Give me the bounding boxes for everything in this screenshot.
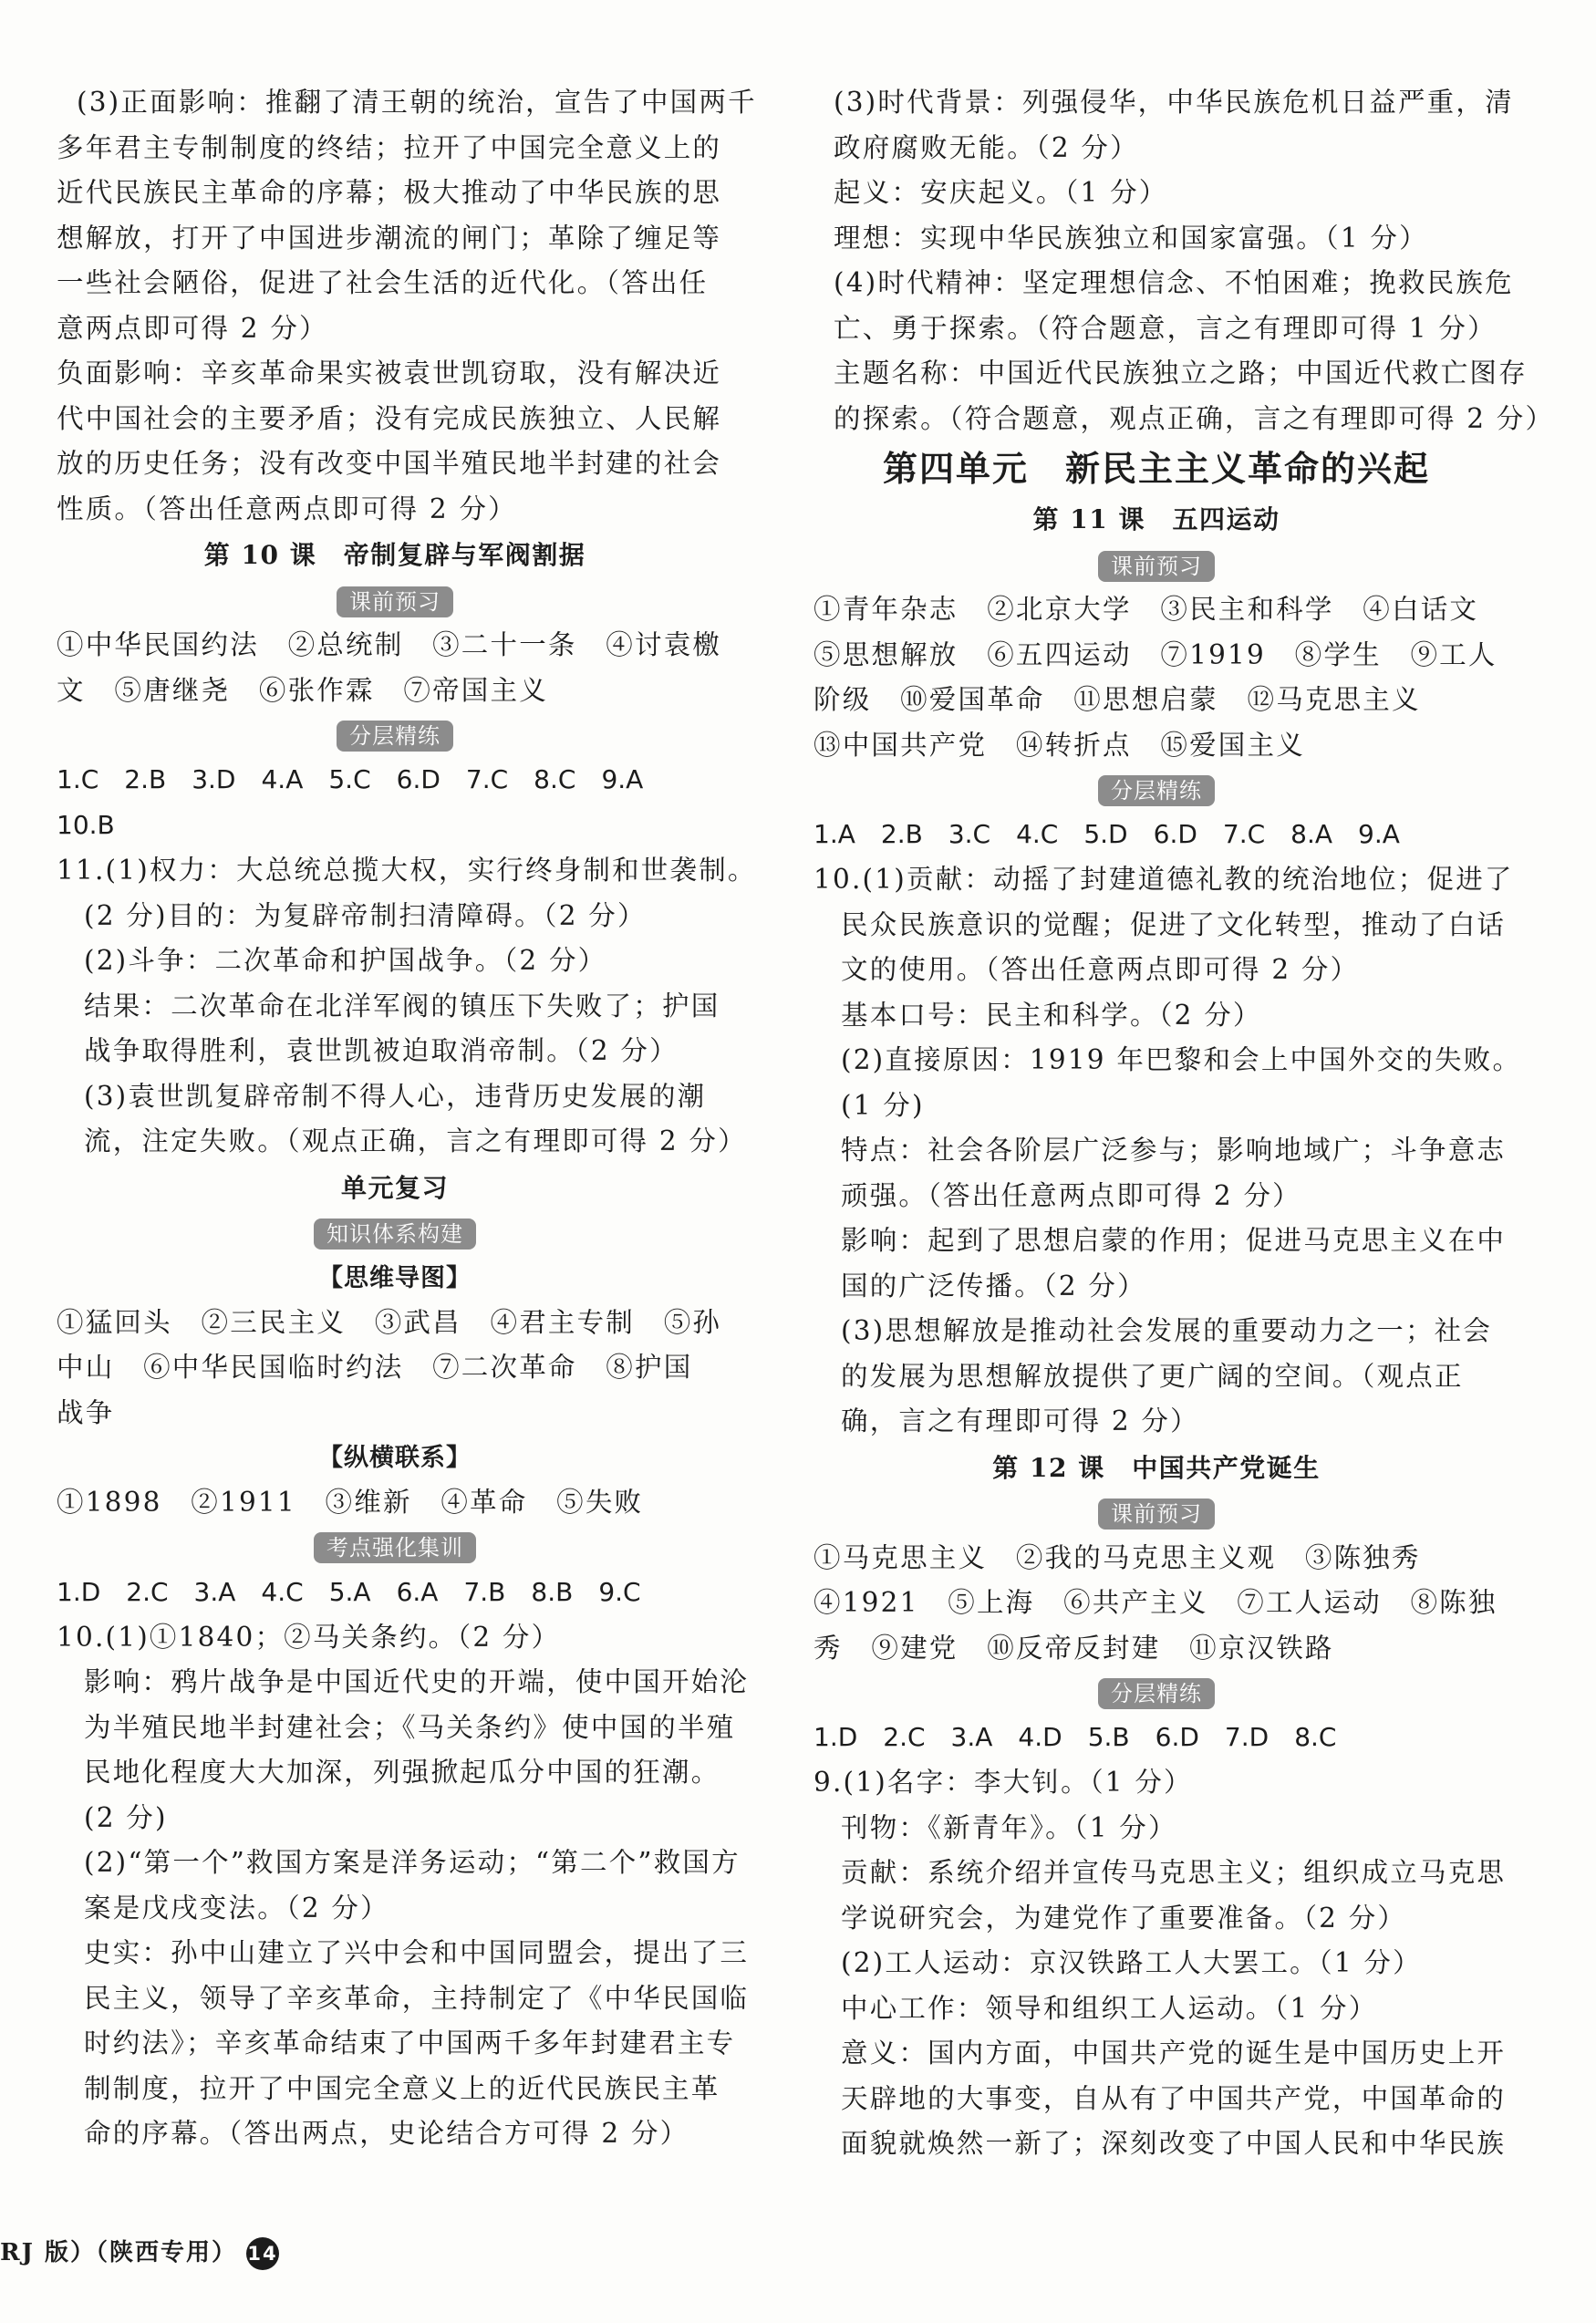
text-line: 11.(1)权力：大总统总揽大权，实行终身制和世袭制。 (57, 855, 757, 886)
text-line: ⑬中国共产党 ⑭转折点 ⑮爱国主义 (814, 729, 1305, 761)
mc-answer: 8.C (1294, 1722, 1337, 1752)
mc-answer: 7.B (463, 1576, 506, 1607)
text-line: 时约法》；辛亥革命结束了中国两千多年封建君主专 (84, 2027, 736, 2059)
text-line: (3)思想解放是推动社会发展的重要动力之一；社会 (841, 1315, 1493, 1346)
text-line: 影响：鸦片战争是中国近代史的开端，使中国开始沦 (84, 1666, 750, 1697)
mc-answers-lesson12 (814, 1715, 1499, 1760)
question-10-lesson11 (814, 857, 1522, 1445)
mc-answer: 4.C (1016, 819, 1059, 849)
mc-answer: 3.A (950, 1722, 993, 1752)
text-line: (2)直接原因：1919 年巴黎和会上中国外交的失败。 (841, 1044, 1522, 1075)
lesson-11-title: 第 11 课 五四运动 (1032, 504, 1280, 534)
section-tag-preview: 课前预习 (337, 586, 453, 617)
text-line: 为半殖民地半封建社会；《马关条约》使中国的半殖 (84, 1711, 736, 1743)
mc-answers-lesson11 (814, 812, 1499, 857)
mc-answer: 5.C (328, 764, 371, 794)
text-line: 9.(1)名字：李大钊。（1 分） (814, 1767, 1193, 1798)
text-line: (1 分) (841, 1089, 925, 1121)
mc-answer: 2.C (883, 1722, 926, 1752)
mc-answer: 5.D (1083, 819, 1128, 849)
text-line: 多年君主专制制度的终结；拉开了中国完全意义上的 (57, 131, 722, 163)
mc-answers-lesson10 (57, 757, 733, 803)
mc-answer: 1.C (57, 764, 99, 794)
text-line: ①1898 ②1911 ③维新 ④革命 ⑤失败 (57, 1487, 644, 1518)
text-line: 秀 ⑨建党 ⑩反帝反封建 ⑪京汉铁路 (814, 1632, 1334, 1664)
text-line: 文的使用。（答出任意两点即可得 2 分） (841, 954, 1360, 985)
text-line: (2 分)目的：为复辟帝制扫清障碍。（2 分） (84, 899, 647, 931)
text-line: 贡献：系统介绍并宣传马克思主义；组织成立马克思 (841, 1857, 1507, 1888)
text-line: 基本口号：民主和科学。（2 分） (841, 999, 1262, 1031)
text-line: 起义：安庆起义。（1 分） (834, 177, 1168, 208)
text-line: 主题名称：中国近代民族独立之路；中国近代救亡图存 (834, 358, 1528, 389)
text-line: 10.(1)①1840；②马关条约。（2 分） (57, 1621, 561, 1653)
unit-4-title: 第四单元 新民主主义革命的兴起 (882, 448, 1430, 489)
mc-answer: 7.C (465, 764, 509, 794)
text-line: 10.(1)贡献：动摇了封建道德礼教的统治地位；促进了 (814, 864, 1514, 895)
text-line: 战争取得胜利，袁世凯被迫取消帝制。（2 分） (84, 1035, 679, 1066)
left-p1 (57, 80, 757, 532)
question-11 (57, 848, 757, 1165)
right-column (814, 80, 1555, 2167)
text-line: ①猛回头 ②三民主义 ③武昌 ④君主专制 ⑤孙 (57, 1306, 722, 1338)
text-line: 近代民族民主革命的序幕；极大推动了中华民族的思 (57, 177, 722, 208)
text-line: 的探索。（符合题意，观点正确，言之有理即可得 2 分） (834, 402, 1555, 434)
mc-answer: 6.D (396, 764, 440, 794)
text-line: 理想：实现中华民族独立和国家富强。（1 分） (834, 222, 1428, 254)
mc-answer: 7.C (1222, 819, 1266, 849)
mc-answer: 2.C (126, 1576, 169, 1607)
text-line: 史实：孙中山建立了兴中会和中国同盟会，提出了三 (84, 1937, 750, 1968)
text-line: 想解放，打开了中国进步潮流的闸门；革除了缠足等 (57, 222, 722, 254)
left-column (57, 80, 757, 2157)
mc-answer: 4.C (261, 1576, 304, 1607)
mc-answer: 6.D (1153, 819, 1197, 849)
text-line: ④1921 ⑤上海 ⑥共产主义 ⑦工人运动 ⑧陈独 (814, 1587, 1498, 1618)
text-line: 政府腐败无能。（2 分） (834, 131, 1139, 163)
text-line: 顽强。（答出任意两点即可得 2 分） (841, 1179, 1301, 1211)
lesson-12-title: 第 12 课 中国共产党诞生 (992, 1452, 1321, 1483)
mc-answer: 7.D (1224, 1722, 1270, 1752)
text-line: (3)袁世凯复辟帝制不得人心，违背历史发展的潮 (84, 1080, 707, 1112)
mc-answer: 9.A (1358, 819, 1400, 849)
mc-answer: 9.A (601, 764, 644, 794)
text-line: 刊物：《新青年》。（1 分） (841, 1811, 1177, 1843)
page-footer (0, 2233, 279, 2273)
text-line: (4)时代精神：坚定理想信念、不怕困难；挽救民族危 (834, 267, 1514, 298)
section-tag-knowledge: 知识体系构建 (314, 1219, 476, 1250)
mc-answer: 8.A (1290, 819, 1333, 849)
text-line: 中心工作：领导和组织工人运动。（1 分） (841, 1992, 1378, 2024)
edition-label: RJ 版）（陕西专用） (0, 2239, 237, 2266)
text-line: 性质。（答出任意两点即可得 2 分） (57, 493, 517, 524)
mindmap-heading: 【思维导图】 (318, 1263, 472, 1292)
text-line: 面貌就焕然一新了；深刻改变了中国人民和中华民族 (841, 2128, 1507, 2159)
mc-answer: 4.A (261, 764, 304, 794)
text-line: 代中国社会的主要矛盾；没有完成民族独立、人民解 (57, 402, 722, 434)
text-line: 负面影响：辛亥革命果实被袁世凯窃取，没有解决近 (57, 358, 722, 389)
section-tag-preview: 课前预习 (1098, 551, 1215, 582)
text-line: (2)“第一个”救国方案是洋务运动；“第二个”救国方 (84, 1847, 741, 1878)
text-line: ⑤思想解放 ⑥五四运动 ⑦1919 ⑧学生 ⑨工人 (814, 638, 1498, 670)
text-line: 意义：国内方面，中国共产党的诞生是中国历史上开 (841, 2038, 1507, 2069)
text-line: 结果：二次革命在北洋军阀的镇压下失败了；护国 (84, 990, 720, 1021)
text-line: 特点：社会各阶层广泛参与；影响地域广；斗争意志 (841, 1135, 1507, 1166)
text-line: (3)正面影响：推翻了清王朝的统治，宣告了中国两千 (77, 87, 757, 118)
section-tag-preview: 课前预习 (1098, 1499, 1215, 1530)
section-tag-practice: 分层精练 (1098, 775, 1215, 806)
text-line: 民地化程度大大加深，列强掀起瓜分中国的狂潮。 (84, 1757, 720, 1788)
section-tag-practice: 分层精练 (337, 721, 453, 752)
text-line: 亡、勇于探索。（符合题意，言之有理即可得 1 分） (834, 312, 1497, 344)
text-line: 确，言之有理即可得 2 分） (841, 1405, 1199, 1436)
text-line: (3)时代背景：列强侵华，中华民族危机日益严重，清 (834, 87, 1514, 118)
mc-answer: 6.A (396, 1576, 439, 1607)
text-line: ①青年杂志 ②北京大学 ③民主和科学 ④白话文 (814, 594, 1479, 625)
mc-answer: 1.A (814, 819, 855, 849)
mc-answer: 4.D (1018, 1722, 1062, 1752)
text-line: 文 ⑤唐继尧 ⑥张作霖 ⑦帝国主义 (57, 674, 548, 706)
text-line: 放的历史任务；没有改变中国半殖民地半封建的社会 (57, 448, 722, 479)
mc-answer: 6.D (1155, 1722, 1199, 1752)
text-line: 阶级 ⑩爱国革命 ⑪思想启蒙 ⑫马克思主义 (814, 684, 1421, 715)
question-10-review (57, 1615, 750, 2157)
text-line: 的发展为思想解放提供了更广阔的空间。（观点正 (841, 1360, 1464, 1392)
section-tag-practice: 分层精练 (1098, 1678, 1215, 1709)
text-line: 学说研究会，为建党作了重要准备。（2 分） (841, 1902, 1407, 1934)
mc-answer: 2.B (880, 819, 923, 849)
text-line: 民主义，领导了辛亥革命，主持制定了《中华民国临 (84, 1982, 750, 2014)
mc-answer: 1.D (814, 1722, 858, 1752)
text-line: (2 分) (84, 1801, 168, 1833)
text-line: 流，注定失败。（观点正确，言之有理即可得 2 分） (84, 1125, 747, 1156)
page-number: 14 (246, 2237, 279, 2270)
text-line: 民众民族意识的觉醒；促进了文化转型，推动了白话 (841, 908, 1507, 940)
mc-answer: 3.A (193, 1576, 236, 1607)
text-line: 制制度，拉开了中国完全意义上的近代民族民主革 (84, 2072, 720, 2104)
text-line: 案是戊戌变法。（2 分） (84, 1892, 389, 1924)
right-p1 (814, 80, 1555, 441)
lesson-10-title: 第 10 课 帝制复辟与军阀割据 (203, 540, 586, 570)
text-line: (2)斗争：二次革命和护国战争。（2 分） (84, 945, 607, 976)
unit-review-title: 单元复习 (340, 1172, 449, 1203)
text-line: 命的序幕。（答出两点，史论结合方可得 2 分） (84, 2118, 689, 2149)
mc-answer: 5.B (1087, 1722, 1130, 1752)
text-line: 国的广泛传播。（2 分） (841, 1270, 1146, 1302)
question-9-lesson12 (814, 1760, 1507, 2167)
section-tag-exam: 考点强化集训 (314, 1532, 476, 1563)
mc-answer: 2.B (124, 764, 167, 794)
mc-answer: 8.B (531, 1576, 574, 1607)
mc-answer: 8.C (534, 764, 576, 794)
text-line: ①中华民国约法 ②总统制 ③二十一条 ④讨袁檄 (57, 629, 722, 660)
mc-answer: 3.C (948, 819, 991, 849)
text-line: 中山 ⑥中华民国临时约法 ⑦二次革命 ⑧护国 (57, 1352, 693, 1383)
text-line: (2)工人运动：京汉铁路工人大罢工。（1 分） (841, 1947, 1422, 1978)
mc-answer: 1.D (57, 1576, 101, 1607)
mc-answer: 5.A (328, 1576, 371, 1607)
text-line: 战争 (57, 1396, 115, 1428)
text-line: 天辟地的大事变，自从有了中国共产党，中国革命的 (841, 2082, 1507, 2114)
mc-answer: 9.C (598, 1576, 641, 1607)
text-line: 一些社会陋俗，促进了社会生活的近代化。（答出任 (57, 267, 709, 298)
mc-answer: 3.D (192, 764, 236, 794)
mc-answers-review (57, 1570, 733, 1615)
text-line: ①马克思主义 ②我的马克思主义观 ③陈独秀 (814, 1541, 1421, 1573)
mc-answer: 10.B (57, 810, 115, 840)
text-line: 意两点即可得 2 分） (57, 312, 328, 344)
text-line: 影响：起到了思想启蒙的作用；促进马克思主义在中 (841, 1225, 1507, 1256)
links-heading: 【纵横联系】 (318, 1444, 472, 1472)
